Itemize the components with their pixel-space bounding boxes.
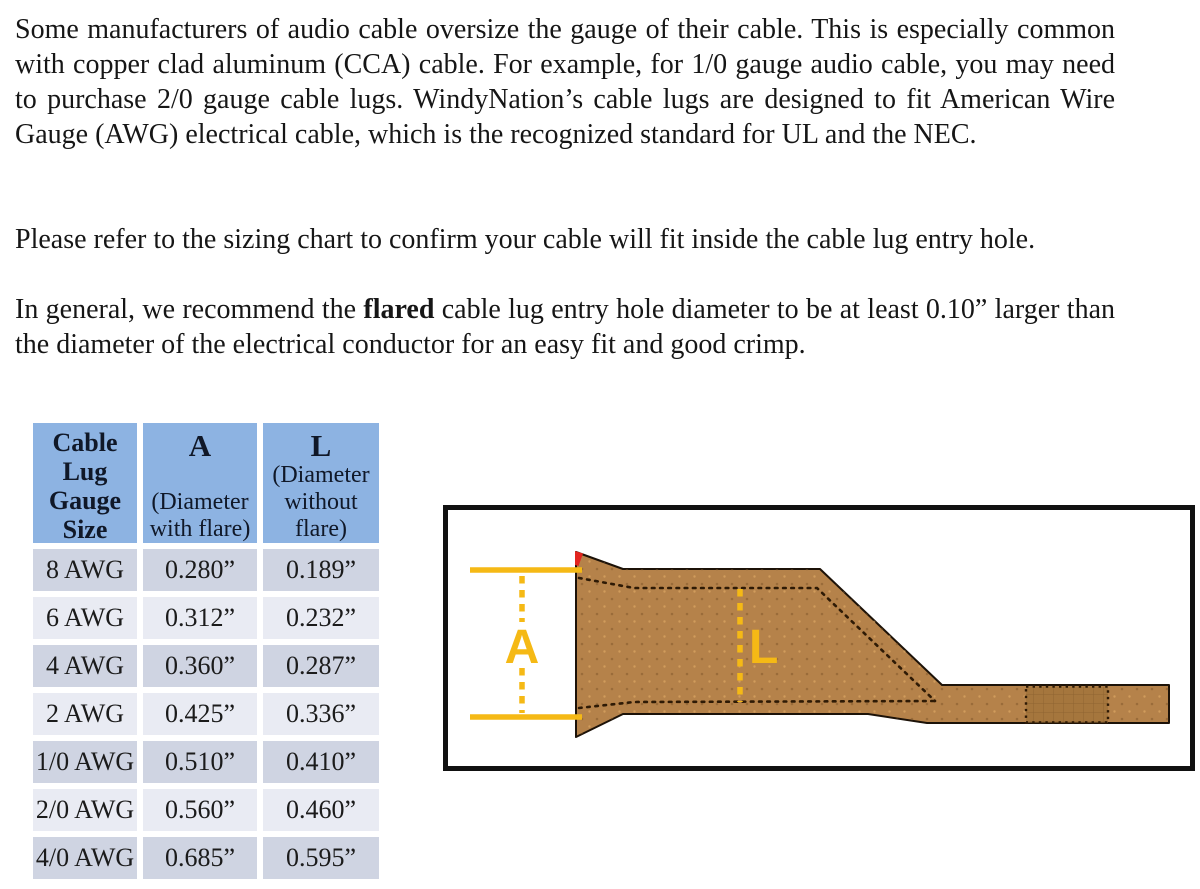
recommendation-paragraph xyxy=(15,292,1115,362)
l-value-cell: 0.410” xyxy=(263,741,379,783)
a-value-cell: 0.360” xyxy=(143,645,257,687)
table-row xyxy=(33,741,379,783)
dimension-l-label: L xyxy=(749,621,779,674)
sizing-note-paragraph: Please refer to the sizing chart to confirm your cable will fit inside the cable lug entry hole. xyxy=(15,224,1036,255)
recommendation-text-before: In general, we recommend the xyxy=(15,294,364,325)
header-a-subtitle: (Diameter with flare) xyxy=(149,489,251,542)
a-value-cell: 0.560” xyxy=(143,789,257,831)
lug-diagram-svg xyxy=(443,505,1195,771)
flared-emphasis: flared xyxy=(363,294,435,325)
table-header-row xyxy=(33,423,379,543)
intro-paragraph: Some manufacturers of audio cable oversize the gauge of their cable. This is especially common with copper clad aluminum (CCA) cable. For example, for 1/0 gauge audio cable, you may need to purchase 2/0 gauge cable lugs. WindyNation’s cable lugs are designed to fit American Wire Gauge (AWG) electrical cable, which is the recognized standard for UL and the NEC. xyxy=(15,14,1115,150)
header-diameter-without-flare xyxy=(263,423,379,543)
header-gauge-size-label: Cable Lug Gauge Size xyxy=(48,428,122,544)
header-a-title: A xyxy=(188,428,212,463)
a-value-cell: 0.280” xyxy=(143,549,257,591)
grid-section-pattern xyxy=(1026,687,1108,723)
gauge-cell: 1/0 AWG xyxy=(33,741,137,783)
a-value-cell: 0.425” xyxy=(143,693,257,735)
header-diameter-with-flare xyxy=(143,423,257,543)
a-value-cell: 0.312” xyxy=(143,597,257,639)
l-value-cell: 0.336” xyxy=(263,693,379,735)
l-value-cell: 0.232” xyxy=(263,597,379,639)
header-l-subtitle: (Diameter without flare) xyxy=(272,462,370,542)
table-row xyxy=(33,837,379,879)
barrel-grid-section xyxy=(1026,687,1108,723)
l-value-cell: 0.189” xyxy=(263,549,379,591)
lug-diagram xyxy=(443,505,1195,771)
sizing-table xyxy=(27,417,385,885)
gauge-cell: 4/0 AWG xyxy=(33,837,137,879)
l-value-cell: 0.460” xyxy=(263,789,379,831)
gauge-cell: 4 AWG xyxy=(33,645,137,687)
table-row xyxy=(33,597,379,639)
gauge-cell: 8 AWG xyxy=(33,549,137,591)
dimension-a-label: A xyxy=(504,621,540,674)
table-row xyxy=(33,693,379,735)
header-l-title: L xyxy=(310,428,332,463)
gauge-cell: 2 AWG xyxy=(33,693,137,735)
a-value-cell: 0.685” xyxy=(143,837,257,879)
a-value-cell: 0.510” xyxy=(143,741,257,783)
l-value-cell: 0.287” xyxy=(263,645,379,687)
table-row xyxy=(33,549,379,591)
recommendation-text-after: cable lug entry hole diameter to be at least 0.10” larger than the diameter of the electrical conductor for an easy fit and good crimp. xyxy=(15,294,1115,360)
header-gauge-size xyxy=(33,423,137,543)
l-value-cell: 0.595” xyxy=(263,837,379,879)
table-row xyxy=(33,645,379,687)
gauge-cell: 2/0 AWG xyxy=(33,789,137,831)
table-row xyxy=(33,789,379,831)
gauge-cell: 6 AWG xyxy=(33,597,137,639)
